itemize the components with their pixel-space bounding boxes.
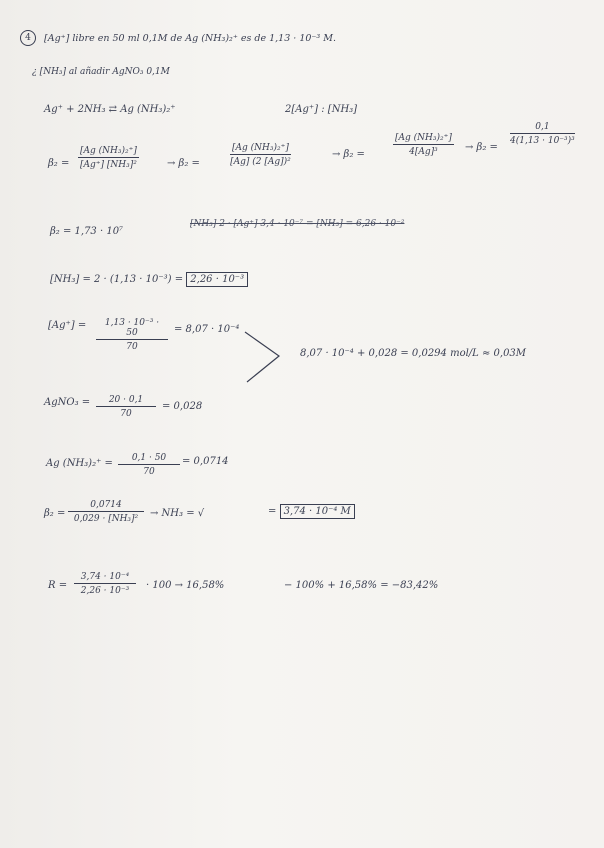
fraction-numerator: [Ag (NH₃)₂⁺] [395,133,452,143]
fraction-denominator: 4[Ag]³ [409,147,438,157]
fraction-numerator: 3,74 · 10⁻⁴ [74,572,136,584]
beta-calc-fraction [68,500,144,524]
beta-fraction-1 [78,146,139,170]
percent-middle: · 100 → 16,58% [146,580,225,591]
fraction-numerator: 0,1 · 50 [118,453,180,465]
beta-fraction-4 [510,122,575,146]
nh3-final-boxed: 3,74 · 10⁻⁴ M [280,504,355,519]
fraction-numerator: 1,13 · 10⁻³ · 50 [96,318,168,340]
ag-free-result: = 8,07 · 10⁻⁴ [174,324,240,335]
agno3-result: = 0,028 [162,401,203,412]
problem-statement: [Ag⁺] libre en 50 ml 0,1M de Ag (NH₃)₂⁺ es de 1,13 · 10⁻³ M. [44,33,336,44]
nh3-concentration [50,274,248,285]
fraction-numerator: 20 · 0,1 [96,395,156,407]
beta-calc-arrow: → NH₃ = √ [150,508,205,519]
fraction-denominator: [Ag⁺] [NH₃]² [80,160,137,170]
beta-lhs: β₂ = [48,158,70,169]
fraction-denominator: 4(1,13 · 10⁻³)³ [510,136,575,146]
fraction-denominator: 2,26 · 10⁻³ [80,586,130,596]
beta-fraction-3 [393,133,454,157]
arrow-2: → β₂ = [332,149,365,160]
nh3-final [268,506,355,517]
summed-concentration: 8,07 · 10⁻⁴ + 0,028 = 0,0294 mol/L ≈ 0,03M [300,348,527,359]
percent-right: − 100% + 16,58% = −83,42% [284,580,439,591]
arrow-1: → β₂ = [167,158,200,169]
reaction-equation: Ag⁺ + 2NH₃ ⇄ Ag (NH₃)₂⁺ [44,104,176,115]
nh3-boxed-result: 2,26 · 10⁻³ [186,272,248,287]
fraction-denominator: 70 [120,409,132,419]
beta-calc-lhs: β₂ = [44,508,66,519]
ag-free-lhs: [Ag⁺] = [48,320,87,331]
fraction-denominator: 70 [126,342,138,352]
stoichiometric-relation: 2[Ag⁺] : [NH₃] [285,104,358,115]
problem-number: 4 [20,30,36,46]
complex-lhs: Ag (NH₃)₂⁺ = [46,458,113,469]
beta-fraction-2 [230,143,291,167]
ag-free-fraction [96,318,168,352]
equals-sign: = [268,506,280,517]
nh3-expression: [NH₃] = 2 · (1,13 · 10⁻³) = [50,274,184,285]
fraction-denominator: [Ag] (2 [Ag])² [230,157,291,167]
crossed-out-work: [NH₃] 2 · [Ag⁺] 3,4 · 10⁻⁷ = [NH₃] = 6,26 · 10⁻² [190,219,405,229]
percent-fraction [74,572,136,596]
fraction-denominator: 70 [143,467,155,477]
fraction-denominator: 0,029 · [NH₃]² [73,514,139,524]
agno3-lhs: AgNO₃ = [44,397,91,408]
complex-result: = 0,0714 [182,456,229,467]
question-line: ¿ [NH₃] al añadir AgNO₃ 0,1M [32,67,170,77]
fraction-numerator: 0,0714 [68,500,144,512]
percent-lhs: R = [48,580,68,591]
bracket-arrow [243,330,283,386]
fraction-numerator: 0,1 [510,122,575,134]
complex-fraction [118,453,180,477]
agno3-fraction [96,395,156,419]
fraction-numerator: [Ag (NH₃)₂⁺] [232,143,289,153]
beta-value: β₂ = 1,73 · 10⁷ [50,226,124,237]
fraction-numerator: [Ag (NH₃)₂⁺] [80,146,137,156]
arrow-3: → β₂ = [465,142,498,153]
